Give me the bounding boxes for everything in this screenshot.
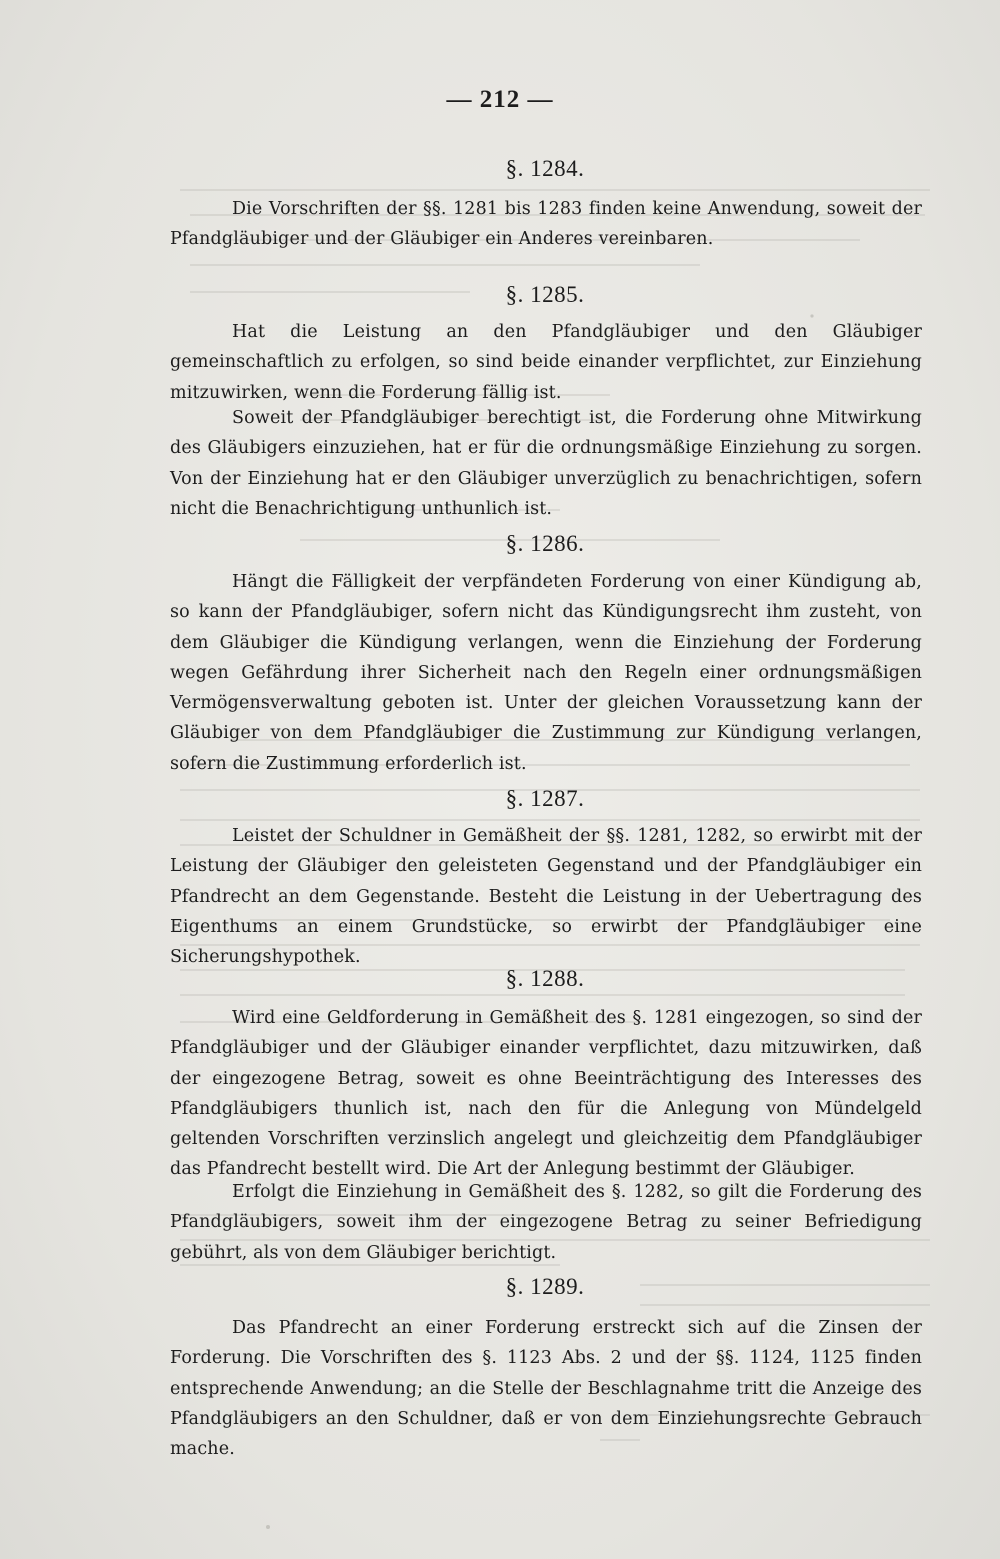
section-heading: §. 1287. xyxy=(505,786,585,811)
paragraph: Leistet der Schuldner in Gemäßheit der §§. 1281, 1282, so erwirbt mit der Leistung der Gläubiger den geleisteten Gegenstand und der Pfandgläubiger ein Pfandrecht an dem Gegenstande. Besteht die Leistung in der Uebertragung des Eigenthums an einem Grundstücke, so erwirbt der Pfandgläubiger eine Sicherungshypothek. xyxy=(170,826,922,968)
section-heading: §. 1285. xyxy=(505,282,585,307)
page-number: — 212 — xyxy=(446,86,554,113)
section-heading: §. 1286. xyxy=(505,531,585,556)
paragraph: Das Pfandrecht an einer Forderung erstreckt sich auf die Zinsen der Forderung. Die Vorschriften des §. 1123 Abs. 2 und der §§. 1124, 1125 finden entsprechende Anwendung; an die Stelle der Beschlagnahme tritt die Anzeige des Pfandgläubigers an den Schuldner, daß er von dem Einziehungsrechte Gebrauch mache. xyxy=(170,1318,922,1460)
paragraph: Erfolgt die Einziehung in Gemäßheit des §. 1282, so gilt die Forderung des Pfandgläubigers, soweit ihm der eingezogene Betrag zu seiner Befriedigung gebührt, als von dem Gläubiger berichtigt. xyxy=(170,1182,922,1263)
section-heading: §. 1284. xyxy=(505,156,585,181)
paragraph: Die Vorschriften der §§. 1281 bis 1283 finden keine Anwendung, soweit der Pfandgläubiger und der Gläubiger ein Anderes vereinbaren. xyxy=(170,199,922,250)
paragraph: Wird eine Geldforderung in Gemäßheit des §. 1281 eingezogen, so sind der Pfandgläubiger und der Gläubiger einander verpflichtet, dazu mitzuwirken, daß der eingezogene Betrag, soweit es ohne Beeinträchtigung des Interesses des Pfandgläubigers thunlich ist, nach den für die Anlegung von Mündelgeld geltenden Vorschriften verzinslich angelegt und gleichzeitig dem Pfandgläubiger das Pfandrecht bestellt wird. Die Art der Anlegung bestimmt der Gläubiger. xyxy=(170,1008,922,1180)
paragraph: Hat die Leistung an den Pfandgläubiger und den Gläubiger gemeinschaftlich zu erfolgen, so sind beide einander verpflichtet, zur Einziehung mitzuwirken, wenn die Forderung fällig ist. xyxy=(170,322,922,403)
section-heading: §. 1289. xyxy=(505,1274,585,1299)
section-heading: §. 1288. xyxy=(505,966,585,991)
paragraph: Soweit der Pfandgläubiger berechtigt ist, die Forderung ohne Mitwirkung des Gläubigers einzuziehen, hat er für die ordnungsmäßige Einziehung zu sorgen. Von der Einziehung hat er den Gläubiger unverzüglich zu benachrichtigen, sofern nicht die Benachrichtigung unthunlich ist. xyxy=(170,408,922,519)
paragraph: Hängt die Fälligkeit der verpfändeten Forderung von einer Kündigung ab, so kann der Pfandgläubiger, sofern nicht das Kündigungsrecht ihm zusteht, von dem Gläubiger die Kündigung verlangen, wenn die Einziehung der Forderung wegen Gefährdung ihrer Sicherheit nach den Regeln einer ordnungsmäßigen Vermögensverwaltung geboten ist. Unter der gleichen Voraussetzung kann der Gläubiger von dem Pfandgläubiger die Zustimmung zur Kündigung verlangen, sofern die Zustimmung erforderlich ist. xyxy=(170,572,922,774)
